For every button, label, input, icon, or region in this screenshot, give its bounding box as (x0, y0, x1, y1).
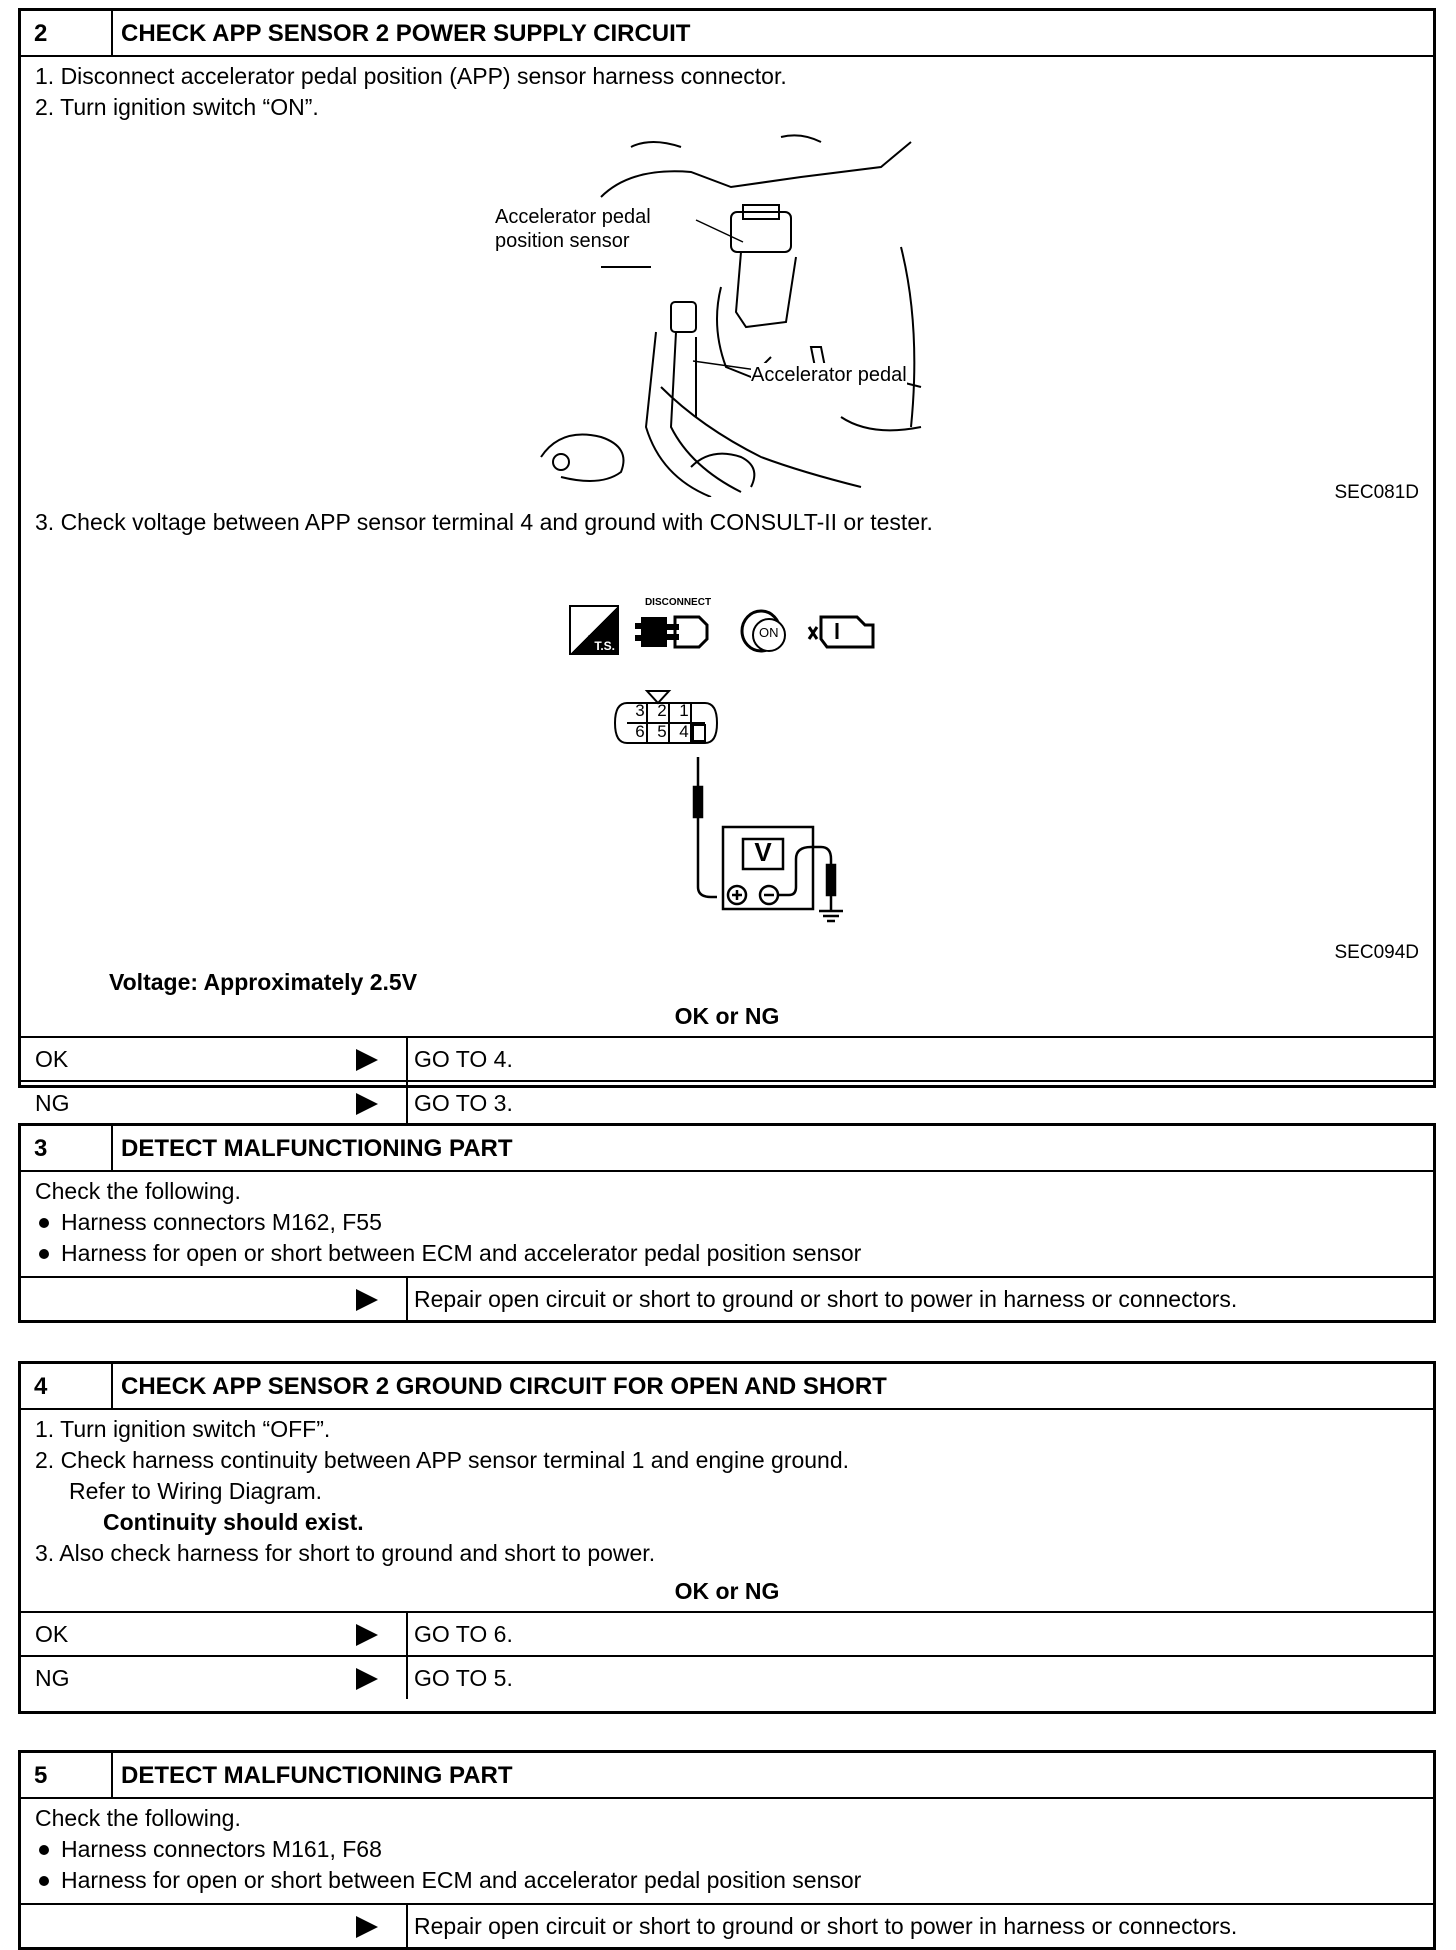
result-row (21, 1903, 1433, 1947)
step-title: DETECT MALFUNCTIONING PART (121, 1762, 513, 1789)
continuity-spec: Continuity should exist. (103, 1509, 364, 1535)
step-title: CHECK APP SENSOR 2 GROUND CIRCUIT FOR OPEN AND SHORT (121, 1373, 887, 1400)
step-header (21, 11, 1433, 57)
ts-icon: T.S. (569, 605, 619, 655)
bullet-item: Harness for open or short between ECM and accelerator pedal position sensor (35, 1865, 1433, 1896)
intro-line: Check the following. (35, 1805, 241, 1831)
pedal-sensor-illustration (481, 127, 961, 497)
step-body (21, 1172, 1433, 1276)
connector-top-row: 3 2 1 (635, 701, 689, 720)
result-row (21, 1276, 1433, 1320)
result-label: OK (35, 1621, 69, 1647)
result-row-ng (21, 1080, 1433, 1124)
result-label: NG (35, 1665, 70, 1691)
step-body (21, 1799, 1433, 1903)
step-title: DETECT MALFUNCTIONING PART (121, 1135, 513, 1162)
connector-bottom-row: 6 5 4 (635, 722, 689, 741)
result-row-ok (21, 1036, 1433, 1080)
instruction-line: 3. Also check harness for short to ground and short to power. (35, 1540, 656, 1566)
instruction-line: 2. Turn ignition switch “ON”. (35, 94, 319, 120)
instruction-line: 1. Disconnect accelerator pedal position (APP) sensor harness connector. (35, 63, 787, 89)
step-number: 4 (21, 1364, 113, 1408)
result-action: GO TO 6. (414, 1621, 513, 1647)
bullet-item: Harness for open or short between ECM and accelerator pedal position sensor (35, 1238, 1433, 1269)
result-row-ng (21, 1655, 1433, 1699)
result-label: NG (35, 1090, 70, 1116)
sensor-label-line2: position sensor (495, 230, 630, 252)
instruction-line: 3. Check voltage between APP sensor terminal 4 and ground with CONSULT-II or tester. (35, 509, 933, 535)
step-header (21, 1753, 1433, 1799)
disconnect-icon: DISCONNECT (633, 597, 723, 657)
step-body (21, 57, 1433, 997)
voltmeter-label: V (754, 837, 772, 867)
sensor-label-line1: Accelerator pedal (495, 206, 651, 228)
step-number: 3 (21, 1126, 113, 1170)
instruction-line: 2. Check harness continuity between APP sensor terminal 1 and engine ground. (35, 1447, 850, 1473)
arrow-icon (356, 1916, 378, 1938)
result-action: GO TO 5. (414, 1665, 513, 1691)
arrow-icon (356, 1049, 378, 1071)
bullet-item: Harness connectors M162, F55 (35, 1207, 1433, 1238)
step-number: 2 (21, 11, 113, 55)
result-action: Repair open circuit or short to ground or short to power in harness or connectors. (414, 1286, 1238, 1312)
result-action: GO TO 4. (414, 1046, 513, 1072)
ok-ng-label: OK or NG (674, 1003, 780, 1029)
arrow-icon (356, 1289, 378, 1311)
step-3-block (18, 1123, 1436, 1323)
instruction-line: 1. Turn ignition switch “OFF”. (35, 1416, 331, 1442)
figure-code: SEC081D (1334, 482, 1419, 503)
result-row-ok (21, 1611, 1433, 1655)
step-5-block (18, 1750, 1436, 1950)
voltage-spec: Voltage: Approximately 2.5V (109, 969, 418, 995)
step-header (21, 1364, 1433, 1410)
step-body (21, 1410, 1433, 1572)
ok-ng-label: OK or NG (674, 1578, 780, 1604)
result-action: GO TO 3. (414, 1090, 513, 1116)
figure-code: SEC094D (1334, 942, 1419, 963)
result-label: OK (35, 1046, 69, 1072)
intro-line: Check the following. (35, 1178, 241, 1204)
bullet-item: Harness connectors M161, F68 (35, 1834, 1433, 1865)
step-2-block (18, 8, 1436, 1116)
step-header (21, 1126, 1433, 1172)
pedal-label: Accelerator pedal (751, 364, 907, 386)
step-4-block (18, 1361, 1436, 1714)
result-action: Repair open circuit or short to ground or short to power in harness or connectors. (414, 1913, 1238, 1939)
arrow-icon (356, 1624, 378, 1646)
arrow-icon (356, 1093, 378, 1115)
step-title: CHECK APP SENSOR 2 POWER SUPPLY CIRCUIT (121, 20, 691, 47)
engine-icon (807, 609, 879, 655)
arrow-icon (356, 1668, 378, 1690)
ignition-on-icon: ON (739, 609, 791, 655)
step-number: 5 (21, 1753, 113, 1797)
instruction-line: Refer to Wiring Diagram. (69, 1478, 323, 1504)
